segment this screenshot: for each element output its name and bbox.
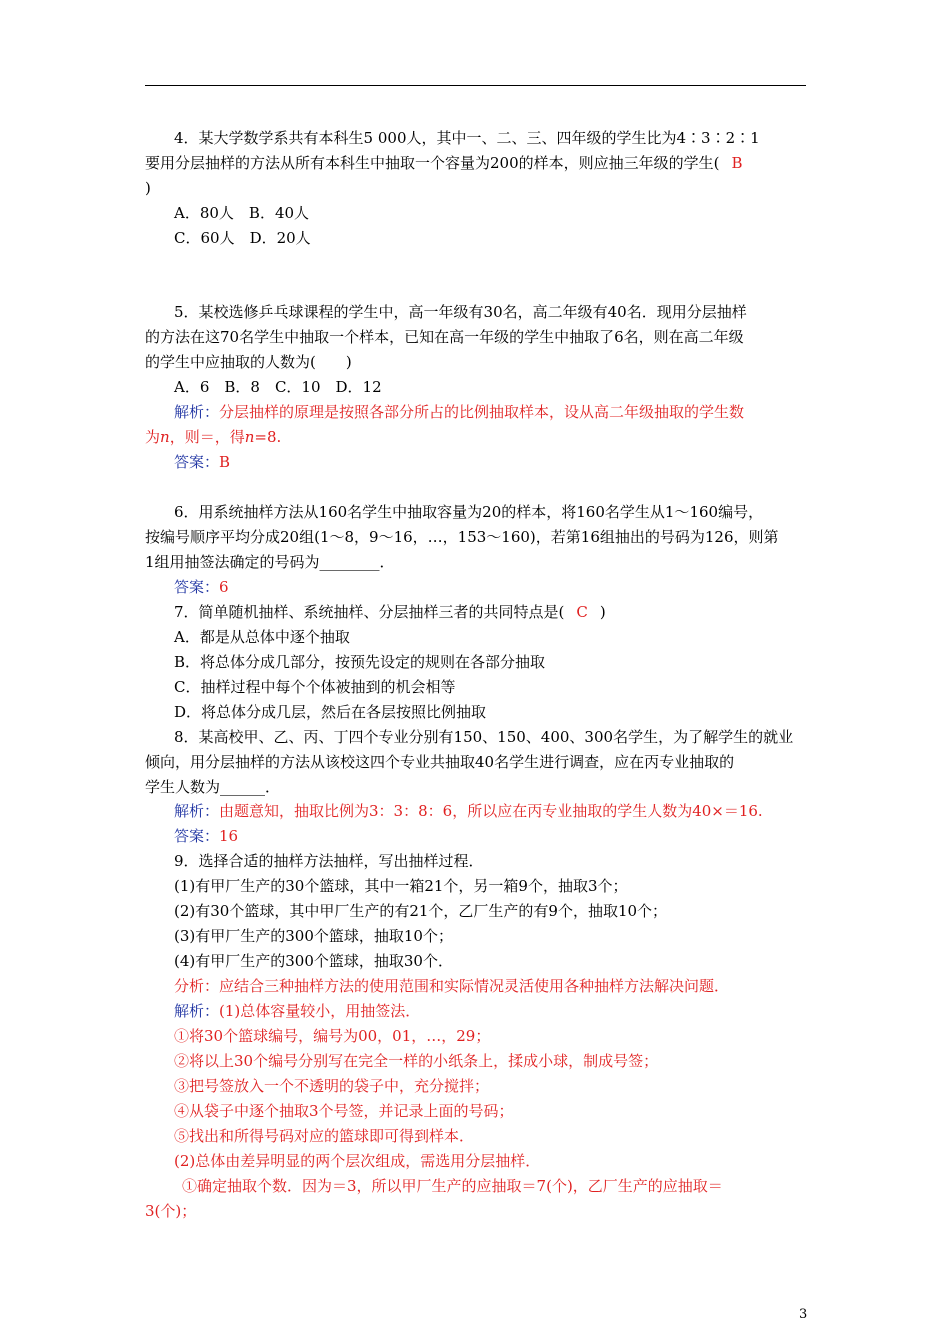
q9-step4: ④从袋子中逐个抽取3个号签，并记录上面的号码； [174, 1102, 514, 1120]
q5-line1: 5．某校选修乒乓球课程的学生中，高一年级有30名，高二年级有40名．现用分层抽样 [174, 303, 747, 321]
q6-line1: 6．用系统抽样方法从160名学生中抽取容量为20的样本，将160名学生从1～160编号， [174, 503, 764, 521]
q9-jiexi-2: (2)总体由差异明显的两个层次组成，需选用分层抽样． [174, 1152, 541, 1170]
q9-jiexi: 解析：(1)总体容量较小，用抽签法． [174, 1002, 421, 1020]
q9-step1: ①将30个篮球编号，编号为00，01，…，29； [174, 1027, 491, 1045]
q7-line1: 7．简单随机抽样、系统抽样、分层抽样三者的共同特点是( C ) [174, 603, 606, 621]
q5-line3: 的学生中应抽取的人数为( ) [145, 353, 352, 371]
q7-option-b: B．将总体分成几部分，按预先设定的规则在各部分抽取 [174, 653, 546, 671]
q6-answer: 答案：6 [174, 578, 229, 596]
q9-part1: (1)有甲厂生产的30个篮球，其中一箱21个，另一箱9个，抽取3个； [174, 877, 628, 895]
q5-analysis-cont: 为n，则＝，得n=8. [145, 428, 282, 446]
q7-option-d: D．将总体分成几层，然后在各层按照比例抽取 [174, 703, 487, 721]
q9-step2: ②将以上30个编号分别写在完全一样的小纸条上，揉成小球，制成号签； [174, 1052, 659, 1070]
q9-step3: ③把号签放入一个不透明的袋子中，充分搅拌； [174, 1077, 490, 1095]
page-number: 3 [799, 1307, 808, 1322]
q8-line3: 学生人数为______． [145, 778, 281, 796]
q8-line1: 8．某高校甲、乙、丙、丁四个专业分别有150、150、400、300名学生，为了解学生的就业 [174, 728, 794, 746]
q5-answer: 答案：B [174, 453, 231, 471]
q7-option-c: C．抽样过程中每个个体被抽到的机会相等 [174, 678, 456, 696]
q8-analysis: 解析：由题意知，抽取比例为3：3：8：6，所以应在丙专业抽取的学生人数为40×＝16. [174, 802, 763, 820]
q9-fenxi: 分析：应结合三种抽样方法的使用范围和实际情况灵活使用各种抽样方法解决问题． [174, 977, 730, 995]
q6-line3: 1组用抽签法确定的号码为________． [145, 553, 395, 571]
q7-option-a: A．都是从总体中逐个抽取 [174, 628, 350, 646]
q9-stratified-step1: ①确定抽取个数．因为＝3，所以甲厂生产的应抽取＝7(个)，乙厂生产的应抽取＝ [182, 1177, 723, 1195]
q6-line2: 按编号顺序平均分成20组(1～8，9～16，…，153～160)，若第16组抽出的号码为126，则第 [145, 528, 779, 546]
q5-line2: 的方法在这70名学生中抽取一个样本，已知在高一年级的学生中抽取了6名，则在高二年级 [145, 328, 744, 346]
q8-line2: 倾向，用分层抽样的方法从该校这四个专业共抽取40名学生进行调查，应在丙专业抽取的 [145, 753, 735, 771]
q9-stratified-step1-cont: 3(个)； [145, 1202, 197, 1220]
q4-line3: ) [145, 179, 151, 197]
header-rule [145, 85, 806, 86]
q9-part2: (2)有30个篮球，其中甲厂生产的有21个，乙厂生产的有9个，抽取10个； [174, 902, 668, 920]
q9-step5: ⑤找出和所得号码对应的篮球即可得到样本． [174, 1127, 475, 1145]
q4-line2: 要用分层抽样的方法从所有本科生中抽取一个容量为200的样本，则应抽三年级的学生( B [145, 154, 743, 172]
q4-options-cd: C．60人 D．20人 [174, 229, 311, 247]
q5-analysis-label: 解析： [174, 403, 220, 421]
q9-line1: 9．选择合适的抽样方法抽样，写出抽样过程． [174, 852, 484, 870]
q9-part3: (3)有甲厂生产的300个篮球，抽取10个； [174, 927, 453, 945]
q4-options-ab: A．80人 B．40人 [174, 204, 310, 222]
q5-options: A．6 B．8 C．10 D．12 [174, 378, 382, 396]
q8-answer: 答案：16 [174, 827, 239, 845]
q9-part4: (4)有甲厂生产的300个篮球，抽取30个． [174, 952, 453, 970]
q4-answer: B [731, 154, 743, 172]
q7-answer: C [576, 603, 588, 621]
q4-line1: 4．某大学数学系共有本科生5 000人，其中一、二、三、四年级的学生比为4∶3∶2∶1 [174, 129, 760, 147]
q5-analysis: 解析：分层抽样的原理是按照各部分所占的比例抽取样本，设从高二年级抽取的学生数 [174, 403, 745, 421]
